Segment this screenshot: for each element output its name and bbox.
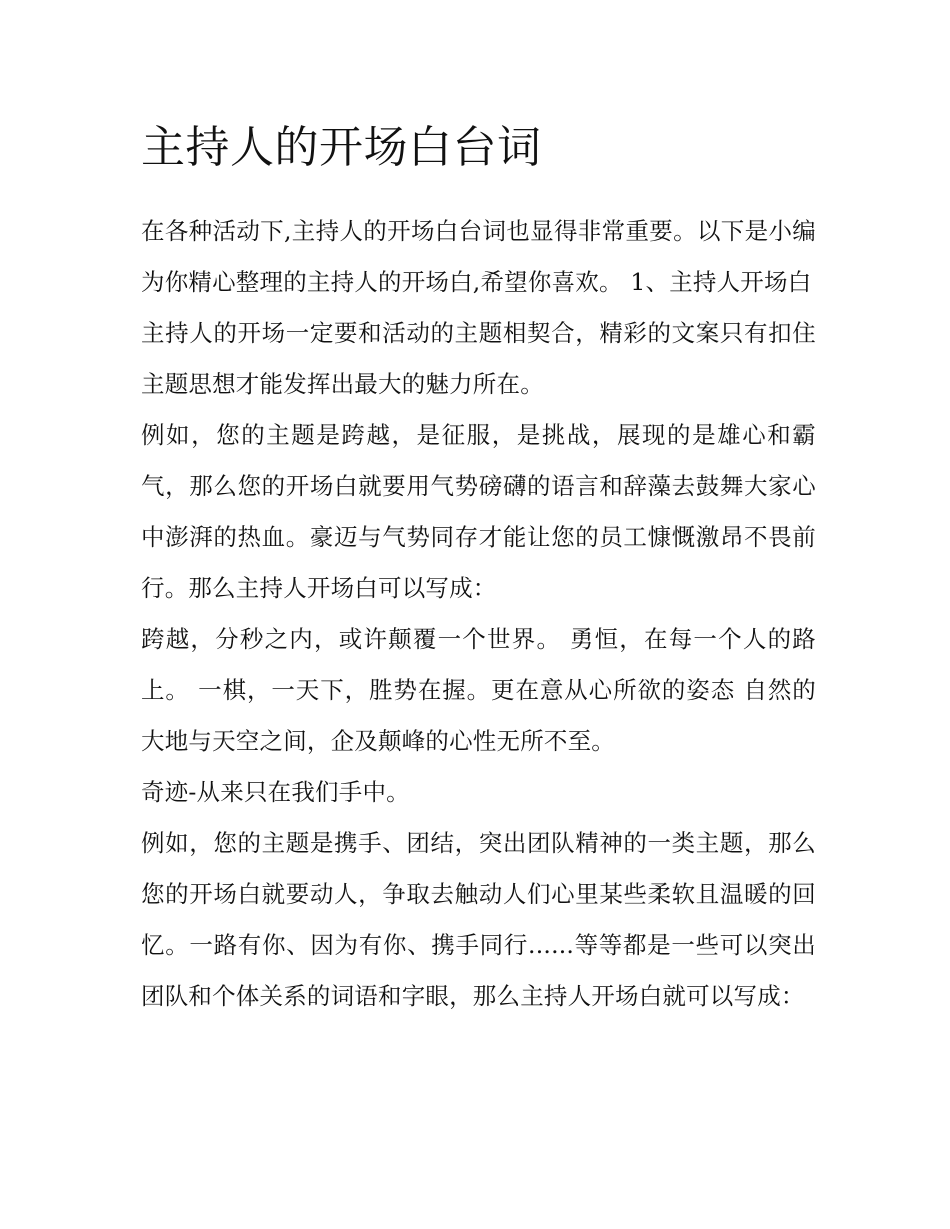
paragraph-sample-crossing: 跨越，分秒之内，或许颠覆一个世界。 勇恒，在每一个人的路上。 一棋，一天下，胜势在握。更在意从心所欲的姿态 自然的大地与天空之间，企及颠峰的心性无所不至。 (141, 625, 816, 755)
document-title: 主持人的开场白台词 (141, 122, 542, 173)
paragraph-example-crossing: 例如，您的主题是跨越，是征服，是挑战，展现的是雄心和霸气，那么您的开场白就要用气势磅礴的语言和辞藻去鼓舞大家心中澎湃的热血。豪迈与气势同存才能让您的员工慷慨激昂不畏前行。那么主持人开场白可以写成： (141, 421, 816, 602)
paragraph-theme-match: 主持人的开场一定要和活动的主题相契合，精彩的文案只有扣住主题思想才能发挥出最大的魅力所在。 (141, 319, 816, 398)
paragraph-miracle: 奇迹-从来只在我们手中。 (141, 778, 410, 806)
document-body (141, 206, 816, 1022)
paragraph-example-teamwork: 例如，您的主题是携手、团结，突出团队精神的一类主题，那么您的开场白就要动人，争取去触动人们心里某些柔软且温暖的回忆。一路有你、因为有你、携手同行......等等都是一些可以突出团队和个体关系的词语和字眼，那么主持人开场白就可以写成： (141, 829, 816, 1010)
paragraph-intro: 在各种活动下,主持人的开场白台词也显得非常重要。以下是小编为你精心整理的主持人的开场白,希望你喜欢。 1、主持人开场白 (141, 217, 816, 296)
document-content (141, 118, 816, 1022)
